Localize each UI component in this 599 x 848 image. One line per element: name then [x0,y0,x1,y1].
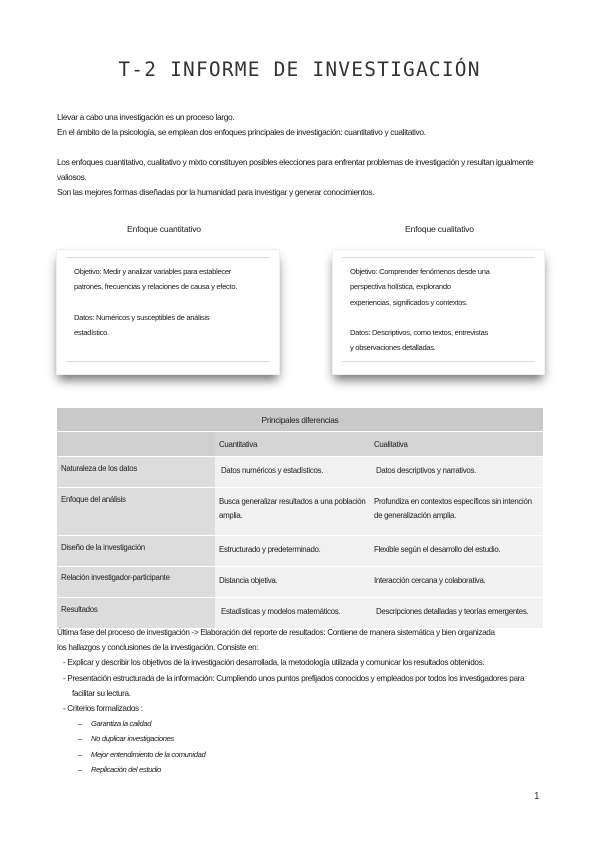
table-title-row [57,408,543,432]
differences-table [57,408,543,629]
table-header-quantitative: Cuantitativa [215,432,370,457]
criteria-subitem-text: Replicación del estudio [91,764,162,774]
card-line: Objetivo: Comprender fenómenos desde una [350,267,490,276]
criteria-subitem-text: No duplicar investigaciones [91,734,174,744]
report-intro-line: los hallazgos y conclusiones de la investigación. Consiste en: [57,643,259,653]
card-line: Datos: Numéricos y susceptibles de análisis [74,312,210,322]
table-row [57,567,543,598]
intro-line: valiosos. [57,172,87,182]
qualitative-heading: Enfoque cualitativo [405,224,474,234]
page-title: T-2 INFORME DE INVESTIGACIÓN [118,58,481,81]
row-qualitative: Flexible según el desarrollo del estudio. [370,536,543,567]
table-header-row [57,432,543,457]
table-row [57,598,543,629]
report-item: - Explicar y describir los objetivos de la investigación desarrollada, la metodología utilizada y comunicar los resultados obtenidos. [63,658,485,668]
table-title: Principales diferencias [57,408,543,432]
intro-paragraph [57,110,533,200]
row-quantitative: Datos numéricos y estadísticos. [215,457,370,488]
report-item: - Presentación estructurada de la información: Cumpliendo unos puntos prefijados conocidos y empleados por todos los investigadores para [63,673,525,683]
row-quantitative: Distancia objetiva. [215,567,370,598]
dash-icon: – [78,749,82,759]
intro-line: Llevar a cabo una investigación es un proceso largo. [57,112,235,122]
row-qualitative: Descripciones detalladas y teorías emergentes. [370,598,543,629]
row-qualitative: Datos descriptivos y narrativos. [370,457,543,488]
card-line: y observaciones detalladas. [350,343,436,353]
criteria-subitem-text: Mejor entendimiento de la comunidad [91,749,206,759]
card-line: perspectiva holística, explorando [350,282,451,292]
row-quantitative: Busca generalizar resultados a una población amplia. [215,488,370,536]
dash-icon: – [78,719,82,729]
table-row [57,457,543,488]
row-qualitative: Profundiza en contextos específicos sin intención de generalización amplia. [370,488,543,536]
card-line: experiencias, significados y contextos. [350,297,468,307]
criteria-subitem [57,747,547,762]
intro-line [57,140,533,155]
table-row [57,536,543,567]
card-line: estadístico. [74,327,109,337]
quantitative-heading: Enfoque cuantitativo [127,224,201,234]
intro-line: En el ámbito de la psicología, se emplean dos enfoques principales de investigación: cuantitativo y cualitativo. [57,127,426,137]
report-item-continuation: facilitar su lectura. [72,688,131,698]
row-label: Resultados [57,598,215,629]
report-section [57,625,547,777]
card-line: Objetivo: Medir y analizar variables para establecer [74,267,232,276]
row-label: Relación investigador-participante [57,567,215,598]
criteria-subitem-text: Garantiza la calidad [91,719,152,729]
page-number: 1 [534,791,540,802]
dash-icon: – [78,764,82,774]
intro-line: Son las mejores formas diseñadas por la humanidad para investigar y generar conocimientos. [57,187,375,197]
intro-line: Los enfoques cuantitativo, cualitativo y mixto constituyen posibles elecciones para enfrentar problemas de investigación y resultan igualmente [57,157,534,167]
criteria-subitem [57,716,547,731]
qualitative-card-content [342,257,535,362]
card-line: patrones, frecuencias y relaciones de causa y efecto. [74,282,238,292]
dash-icon: – [78,734,82,744]
card-line: Datos: Descriptivos, como textos, entrevistas [350,327,489,337]
row-label: Diseño de la investigación [57,536,215,567]
criteria-subitem [57,731,547,746]
report-intro-line: Última fase del proceso de investigación -> Elaboración del reporte de resultados: Contiene de manera sistemática y bien organizada [57,628,495,637]
row-label: Naturaleza de los datos [57,457,215,488]
row-qualitative: Interacción cercana y colaborativa. [370,567,543,598]
table-header-qualitative: Cualitativa [370,432,543,457]
quantitative-card-content [66,257,270,362]
qualitative-card [332,249,545,375]
row-quantitative: Estadísticas y modelos matemáticos. [215,598,370,629]
table-row [57,488,543,536]
row-label: Enfoque del análisis [57,488,215,536]
quantitative-card [56,249,280,375]
report-item: - Criterios formalizados : [63,704,143,714]
criteria-subitem [57,762,547,777]
row-quantitative: Estructurado y predeterminado. [215,536,370,567]
table-header-blank [57,432,215,457]
